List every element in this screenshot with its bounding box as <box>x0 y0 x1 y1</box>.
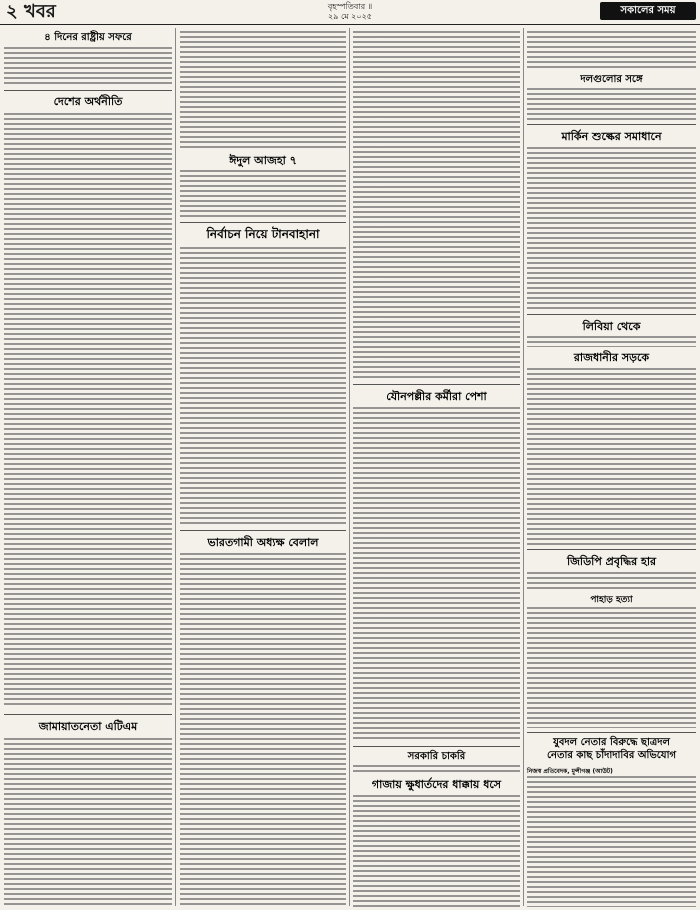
divider <box>180 222 346 223</box>
article-body <box>180 30 346 150</box>
divider <box>353 384 520 385</box>
headline-election: নির্বাচন নিয়ে টানবাহানা <box>206 227 320 241</box>
divider <box>527 314 696 315</box>
headline-state-tour: ৪ দিনের রাষ্ট্রীয় সফরে <box>44 32 132 43</box>
headline-india: ভারতগামী অধ্যক্ষ বেলাল <box>207 536 319 549</box>
headline-libya: লিবিয়া থেকে <box>582 320 641 333</box>
divider <box>180 530 346 531</box>
headline-jamaat: জামায়াতনেতা এটিএম <box>38 720 138 733</box>
article-body <box>4 46 172 86</box>
article-body <box>527 335 696 347</box>
column-rule <box>349 28 350 906</box>
headline-sex-workers: যৌনপল্লীর কর্মীরা পেশা <box>386 390 487 403</box>
byline: নিজস্ব প্রতিবেদক, মুন্সীগঞ্জ (আউট) <box>527 768 613 775</box>
headline-party: দলগুলোর সঙ্গে <box>580 74 643 85</box>
article-body <box>4 737 172 907</box>
article-body <box>353 794 520 907</box>
page-number: ২ খবর <box>6 1 56 22</box>
article-body <box>353 30 520 380</box>
masthead <box>0 0 700 25</box>
article-body <box>180 169 346 219</box>
newspaper-logo: সকালের সময় <box>600 2 696 20</box>
article-body <box>527 87 696 121</box>
headline-capital: রাজধানীর সড়কে <box>573 351 650 364</box>
column-rule <box>523 28 524 906</box>
headline-us-tariff: মার্কিন শুল্কের সমাধানে <box>561 130 662 143</box>
issue-date: বৃহস্পতিবার ॥ ২৯ মে ২০২৫ <box>327 2 373 21</box>
article-body <box>527 775 696 907</box>
divider <box>527 549 696 550</box>
headline-govt-job: সরকারি চাকরি <box>407 751 466 762</box>
article-body <box>4 112 172 708</box>
headline-economy: দেশের অর্থনীতি <box>53 95 123 108</box>
article-body <box>527 146 696 310</box>
article-body <box>527 367 696 545</box>
divider <box>353 746 520 747</box>
column-rule <box>175 28 176 906</box>
divider <box>4 90 172 91</box>
headline-murder: পাহাড় হত্যা <box>590 595 633 605</box>
article-body <box>353 764 520 774</box>
article-body <box>353 406 520 742</box>
article-body <box>527 606 696 728</box>
article-body <box>180 246 346 524</box>
article-body <box>527 30 696 70</box>
headline-eid: ঈদুল আজহা ৭ <box>229 154 297 167</box>
article-body <box>180 552 346 907</box>
divider <box>4 714 172 715</box>
headline-jubo: যুবদল নেতার বিরুদ্ধে ছাত্রদল নেতার কাছ চাঁদাদাবির অভিযোগ <box>546 737 677 761</box>
divider <box>527 732 696 733</box>
headline-gaza: গাজায় ক্ষুধার্তদের ধাক্কায় ধসে <box>371 778 502 791</box>
divider <box>527 124 696 125</box>
headline-gdp: জিডিপি প্রবৃদ্ধির হার <box>566 555 657 568</box>
article-body <box>527 571 696 589</box>
